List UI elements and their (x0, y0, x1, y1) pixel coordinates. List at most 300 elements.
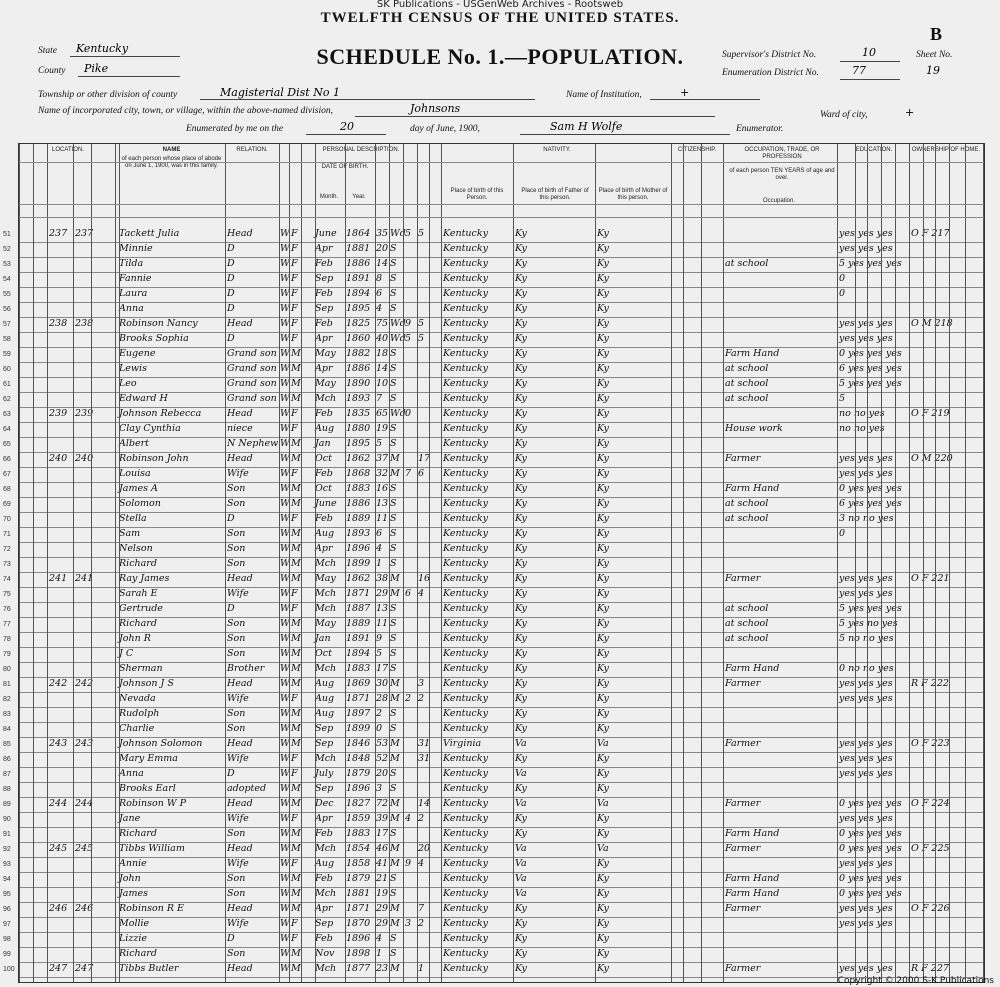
cell-month: Aug (315, 528, 335, 539)
city-value: Johnsons (410, 102, 461, 115)
cell-color: W (280, 438, 290, 449)
line-number: 83 (3, 711, 11, 718)
cell-sex: M (291, 378, 301, 389)
line-number: 53 (3, 261, 11, 268)
cell-rel: D (227, 303, 235, 314)
cell-name: Robinson John (119, 453, 189, 464)
cell-name: Charlie (119, 723, 155, 734)
ward-value: + (905, 106, 915, 119)
grid-vertical-line (683, 144, 684, 982)
cell-pobf: Ky (515, 348, 527, 359)
cell-name: Gertrude (119, 603, 163, 614)
cell-pob: Kentucky (443, 558, 488, 569)
cell-rel: N Nephew (227, 438, 279, 449)
cell-color: W (280, 783, 290, 794)
cell-pob: Kentucky (443, 933, 488, 944)
cell-name: Tibbs Butler (119, 963, 179, 974)
cell-pob: Kentucky (443, 468, 488, 479)
line-number: 54 (3, 276, 11, 283)
cell-year: 1893 (346, 528, 371, 539)
cell-age: 72 (376, 798, 389, 809)
personal-header: PERSONAL DESCRIPTION. (322, 147, 400, 153)
cell-sex: F (291, 693, 298, 704)
cell-pob: Kentucky (443, 633, 488, 644)
cell-rel: Son (227, 543, 246, 554)
cell-age: 28 (376, 693, 389, 704)
cell-rel: Head (227, 798, 253, 809)
cell-dw: 247 (49, 963, 68, 974)
year-header: Year. (352, 194, 366, 200)
cell-sex: F (291, 933, 298, 944)
cell-sex: M (291, 948, 301, 959)
line-number: 77 (3, 621, 11, 628)
cell-month: May (315, 573, 336, 584)
ownership-header: OWNERSHIP OF HOME. (911, 147, 981, 153)
cell-name: Lizzie (119, 933, 148, 944)
cell-sex: M (291, 903, 301, 914)
cell-name: Laura (119, 288, 148, 299)
grid-vertical-line (301, 144, 302, 982)
cell-age: 4 (376, 303, 383, 314)
cell-occ: at school (725, 498, 769, 509)
cell-sex: M (291, 963, 301, 974)
county-value: Pike (84, 62, 109, 75)
cell-age: 1 (376, 558, 383, 569)
cell-pobf: Ky (515, 753, 527, 764)
cell-pob: Kentucky (443, 783, 488, 794)
cell-rel: D (227, 603, 235, 614)
cell-pob: Kentucky (443, 828, 488, 839)
cell-year: 1879 (346, 768, 371, 779)
cell-rel: Grand son (227, 393, 277, 404)
cell-month: Mch (315, 888, 337, 899)
cell-fam: 240 (75, 453, 94, 464)
cell-own: O F 217 (911, 228, 950, 239)
cell-pobf: Ky (515, 468, 527, 479)
cell-year: 1870 (346, 918, 371, 929)
cell-age: 18 (376, 348, 389, 359)
cell-pobm: Ky (597, 438, 609, 449)
line-number: 99 (3, 951, 11, 958)
cell-pobf: Va (515, 798, 527, 809)
cell-ed: yes yes yes (839, 768, 893, 779)
cell-age: 0 (376, 723, 383, 734)
cell-ed: yes yes yes (839, 963, 893, 974)
cell-color: W (280, 573, 290, 584)
cell-sex: F (291, 243, 298, 254)
city-underline (355, 116, 715, 117)
cell-color: W (280, 423, 290, 434)
cell-year: 1846 (346, 738, 371, 749)
cell-pobm: Ky (597, 303, 609, 314)
cell-live: 7 (418, 903, 425, 914)
cell-color: W (280, 708, 290, 719)
cell-year: 1877 (346, 963, 371, 974)
institution-value: + (680, 86, 690, 99)
cell-rel: Head (227, 318, 253, 329)
cell-pobm: Ky (597, 858, 609, 869)
cell-month: Feb (315, 873, 333, 884)
sheet-value: 19 (926, 64, 940, 77)
grid-vertical-line (19, 144, 20, 982)
cell-own: O F 225 (911, 843, 950, 854)
cell-name: Louisa (119, 468, 151, 479)
education-header: EDUCATION. (855, 147, 893, 153)
grid-vertical-line (671, 144, 672, 982)
cell-month: Oct (315, 483, 332, 494)
cell-year: 1879 (346, 873, 371, 884)
cell-rel: Son (227, 888, 246, 899)
cell-pob: Kentucky (443, 453, 488, 464)
cell-mar: M (390, 693, 400, 704)
cell-pobm: Ky (597, 333, 609, 344)
cell-month: Nov (315, 948, 335, 959)
cell-age: 17 (376, 828, 389, 839)
cell-ed: 0 (839, 528, 846, 539)
cell-pobf: Ky (515, 513, 527, 524)
cell-name: Mary Emma (119, 753, 178, 764)
cell-pob: Kentucky (443, 768, 488, 779)
cell-live: 5 (418, 318, 425, 329)
cell-name: J C (119, 648, 134, 659)
sheet-letter: B (930, 24, 943, 44)
nativity-header: NATIVITY. (543, 147, 571, 153)
grid-vertical-line (73, 144, 74, 982)
cell-color: W (280, 888, 290, 899)
cell-sex: M (291, 558, 301, 569)
cell-year: 1890 (346, 378, 371, 389)
grid-vertical-line (389, 144, 390, 982)
population-table (3, 143, 985, 983)
cell-mar: S (390, 618, 397, 629)
cell-age: 37 (376, 453, 389, 464)
cell-pob: Kentucky (443, 483, 488, 494)
cell-occ: at school (725, 603, 769, 614)
cell-month: Dec (315, 798, 334, 809)
cell-name: Rudolph (119, 708, 160, 719)
schedule-title: SCHEDULE No. 1.—POPULATION. (316, 44, 684, 69)
cell-pobm: Ky (597, 933, 609, 944)
cell-month: Feb (315, 828, 333, 839)
cell-ed: yes yes yes (839, 918, 893, 929)
line-number: 64 (3, 426, 11, 433)
cell-pobf: Ky (515, 273, 527, 284)
county-underline (78, 76, 180, 77)
cell-color: W (280, 948, 290, 959)
cell-mar: S (390, 768, 397, 779)
cell-sex: F (291, 273, 298, 284)
cell-month: Feb (315, 513, 333, 524)
cell-ed: 5 yes yes yes (839, 603, 902, 614)
cell-occ: Farmer (725, 453, 761, 464)
line-number: 68 (3, 486, 11, 493)
cell-pob: Kentucky (443, 963, 488, 974)
cell-year: 1886 (346, 258, 371, 269)
cell-sex: M (291, 453, 301, 464)
cell-pob: Kentucky (443, 318, 488, 329)
cell-ed: yes yes yes (839, 753, 893, 764)
line-number: 97 (3, 921, 11, 928)
cell-color: W (280, 228, 290, 239)
cell-mar: S (390, 603, 397, 614)
cell-month: Oct (315, 453, 332, 464)
cell-age: 8 (376, 273, 383, 284)
cell-color: W (280, 453, 290, 464)
cell-month: Aug (315, 678, 335, 689)
cell-age: 53 (376, 738, 389, 749)
cell-pobf: Ky (515, 393, 527, 404)
cell-occ: Farmer (725, 678, 761, 689)
cell-age: 38 (376, 573, 389, 584)
line-number: 61 (3, 381, 11, 388)
cell-rel: Grand son (227, 348, 277, 359)
cell-ch: 7 (405, 468, 412, 479)
cell-fam: 241 (75, 573, 94, 584)
cell-year: 1868 (346, 468, 371, 479)
cell-color: W (280, 273, 290, 284)
cell-occ: Farm Hand (725, 828, 780, 839)
line-number: 82 (3, 696, 11, 703)
cell-month: Sep (315, 723, 334, 734)
cell-pob: Kentucky (443, 873, 488, 884)
cell-sex: M (291, 873, 301, 884)
cell-color: W (280, 738, 290, 749)
cell-live: 6 (418, 468, 425, 479)
cell-year: 1871 (346, 588, 371, 599)
cell-ed: 5 (839, 393, 846, 404)
line-number: 95 (3, 891, 11, 898)
cell-ed: yes yes yes (839, 228, 893, 239)
cell-color: W (280, 348, 290, 359)
line-number: 81 (3, 681, 11, 688)
cell-pobf: Ky (515, 243, 527, 254)
line-number: 90 (3, 816, 11, 823)
cell-color: W (280, 243, 290, 254)
cell-live: 20 (418, 843, 431, 854)
cell-mar: S (390, 258, 397, 269)
grid-vertical-line (315, 144, 316, 982)
cell-pob: Kentucky (443, 258, 488, 269)
cell-sex: F (291, 258, 298, 269)
name-header: NAME (162, 147, 181, 153)
cell-age: 29 (376, 918, 389, 929)
cell-age: 75 (376, 318, 389, 329)
cell-month: Sep (315, 738, 334, 749)
enumerated-day: 20 (340, 120, 354, 133)
cell-age: 52 (376, 753, 389, 764)
cell-color: W (280, 378, 290, 389)
cell-pobm: Ky (597, 663, 609, 674)
cell-year: 1871 (346, 903, 371, 914)
cell-rel: Head (227, 738, 253, 749)
cell-ed: 5 no no yes (839, 633, 894, 644)
cell-month: Sep (315, 303, 334, 314)
grid-vertical-line (935, 144, 936, 982)
day-underline (306, 134, 386, 135)
cell-pobm: Ky (597, 393, 609, 404)
cell-year: 1896 (346, 543, 371, 554)
cell-rel: Brother (227, 663, 265, 674)
cell-month: Apr (315, 243, 333, 254)
cell-color: W (280, 468, 290, 479)
cell-year: 1862 (346, 573, 371, 584)
cell-sex: M (291, 648, 301, 659)
cell-pobf: Ky (515, 303, 527, 314)
cell-mar: M (390, 753, 400, 764)
cell-ed: yes yes yes (839, 678, 893, 689)
cell-age: 9 (376, 633, 383, 644)
cell-ed: 0 yes yes yes (839, 348, 902, 359)
cell-ed: 5 yes yes yes (839, 378, 902, 389)
line-number: 93 (3, 861, 11, 868)
cell-pobm: Ky (597, 513, 609, 524)
cell-sex: F (291, 753, 298, 764)
cell-sex: M (291, 498, 301, 509)
cell-year: 1858 (346, 858, 371, 869)
cell-rel: D (227, 513, 235, 524)
cell-ed: yes yes yes (839, 858, 893, 869)
cell-pobf: Ky (515, 558, 527, 569)
birth-mother-header: Place of birth of Mother of this person. (598, 188, 668, 201)
cell-pobf: Ky (515, 498, 527, 509)
cell-mar: S (390, 708, 397, 719)
cell-sex: M (291, 393, 301, 404)
cell-mar: S (390, 303, 397, 314)
cell-pob: Kentucky (443, 438, 488, 449)
cell-mar: M (390, 588, 400, 599)
grid-vertical-line (279, 144, 280, 982)
township-underline (200, 99, 535, 100)
cell-pob: Kentucky (443, 903, 488, 914)
cell-year: 1859 (346, 813, 371, 824)
cell-mar: S (390, 528, 397, 539)
cell-color: W (280, 753, 290, 764)
cell-mar: M (390, 903, 400, 914)
cell-rel: Wife (227, 588, 249, 599)
source-banner: SK Publications - USGenWeb Archives - Rootsweb (376, 0, 624, 10)
line-number: 84 (3, 726, 11, 733)
cell-sex: F (291, 408, 298, 419)
cell-name: Robinson W P (119, 798, 187, 809)
cell-sex: M (291, 708, 301, 719)
cell-rel: Son (227, 483, 246, 494)
cell-rel: Head (227, 843, 253, 854)
cell-pobf: Ky (515, 543, 527, 554)
cell-fam: 246 (75, 903, 94, 914)
cell-pobf: Ky (515, 933, 527, 944)
cell-rel: Son (227, 708, 246, 719)
cell-pob: Kentucky (443, 858, 488, 869)
cell-mar: M (390, 738, 400, 749)
cell-own: O M 220 (911, 453, 953, 464)
cell-rel: Head (227, 228, 253, 239)
cell-dw: 243 (49, 738, 68, 749)
cell-color: W (280, 663, 290, 674)
cell-sex: M (291, 543, 301, 554)
cell-month: Mch (315, 393, 337, 404)
cell-mar: Wd (390, 318, 406, 329)
cell-pobm: Ky (597, 633, 609, 644)
cell-live: 2 (418, 918, 425, 929)
cell-color: W (280, 513, 290, 524)
grid-vertical-line (33, 144, 34, 982)
cell-month: Jan (315, 633, 331, 644)
cell-name: Nelson (119, 543, 153, 554)
cell-own: O F 223 (911, 738, 950, 749)
cell-month: Aug (315, 423, 335, 434)
cell-year: 1895 (346, 303, 371, 314)
grid-vertical-line (909, 144, 910, 982)
cell-pob: Kentucky (443, 528, 488, 539)
cell-color: W (280, 558, 290, 569)
cell-pob: Kentucky (443, 888, 488, 899)
name-desc: of each person whose place of abode on June 1, 1900, was in this family. (121, 156, 222, 169)
cell-age: 6 (376, 288, 383, 299)
cell-pobm: Ky (597, 693, 609, 704)
cell-age: 19 (376, 423, 389, 434)
cell-name: Annie (119, 858, 147, 869)
cell-age: 35 (376, 228, 389, 239)
cell-ed: 0 yes yes yes (839, 888, 902, 899)
cell-color: W (280, 528, 290, 539)
cell-pob: Kentucky (443, 273, 488, 284)
cell-pobf: Ky (515, 663, 527, 674)
cell-mar: S (390, 888, 397, 899)
cell-ed: yes yes yes (839, 738, 893, 749)
cell-occ: Farmer (725, 963, 761, 974)
citizenship-header: CITIZENSHIP. (677, 147, 717, 153)
cell-color: W (280, 618, 290, 629)
cell-year: 1886 (346, 363, 371, 374)
cell-pobf: Va (515, 888, 527, 899)
cell-dw: 238 (49, 318, 68, 329)
cell-month: Apr (315, 813, 333, 824)
institution-underline (650, 99, 760, 100)
cell-pob: Kentucky (443, 288, 488, 299)
cell-pobm: Ky (597, 708, 609, 719)
cell-occ: at school (725, 633, 769, 644)
cell-pobm: Ky (597, 228, 609, 239)
cell-color: W (280, 963, 290, 974)
cell-year: 1894 (346, 288, 371, 299)
cell-age: 20 (376, 243, 389, 254)
cell-age: 19 (376, 888, 389, 899)
cell-name: Richard (119, 828, 157, 839)
cell-age: 11 (376, 618, 389, 629)
cell-pobm: Ky (597, 963, 609, 974)
cell-year: 1854 (346, 843, 371, 854)
cell-name: Leo (119, 378, 137, 389)
cell-own: R F 222 (911, 678, 949, 689)
cell-age: 29 (376, 588, 389, 599)
cell-pobm: Ky (597, 273, 609, 284)
grid-vertical-line (91, 144, 92, 982)
cell-ed: yes yes yes (839, 318, 893, 329)
cell-mar: S (390, 273, 397, 284)
copyright-footer: Copyright © 2000 S-K Publications (837, 976, 994, 986)
cell-ed: 5 yes no yes (839, 618, 898, 629)
cell-month: Aug (315, 693, 335, 704)
cell-pob: Kentucky (443, 948, 488, 959)
cell-name: Tibbs William (119, 843, 185, 854)
cell-ed: 0 yes yes yes (839, 828, 902, 839)
cell-year: 1882 (346, 348, 371, 359)
cell-rel: D (227, 933, 235, 944)
cell-mar: M (390, 453, 400, 464)
cell-sex: M (291, 678, 301, 689)
cell-color: W (280, 318, 290, 329)
cell-pobm: Ky (597, 378, 609, 389)
